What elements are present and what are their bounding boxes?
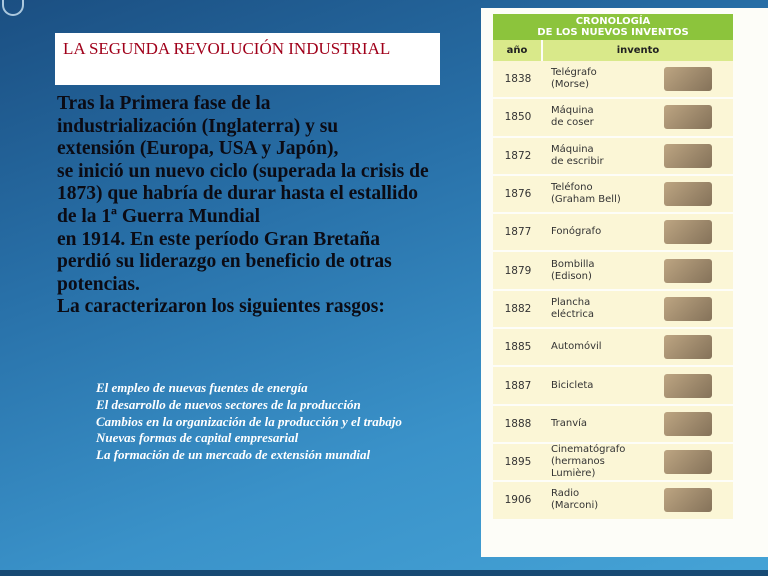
invention-name: Radio — [551, 488, 580, 500]
body-line: Tras la Primera fase de la — [57, 93, 271, 114]
invention-detail: (Marconi) — [551, 500, 599, 512]
bullet-item: El empleo de nuevas fuentes de energía — [96, 380, 308, 395]
table-row — [493, 406, 733, 444]
radio-icon — [664, 488, 712, 512]
invention-detail: (Edison) — [551, 270, 592, 282]
inventions-table — [481, 8, 768, 557]
col-invention: invento — [616, 45, 660, 56]
invention-name: Fonógrafo — [551, 226, 602, 238]
row-invention — [543, 380, 643, 392]
row-year: 1850 — [504, 111, 532, 124]
invention-name: Automóvil — [551, 341, 602, 353]
phonograph-icon — [664, 220, 712, 244]
invention-name: Plancha — [551, 296, 591, 308]
row-invention — [543, 259, 643, 283]
table-title — [493, 14, 733, 40]
row-year: 1838 — [504, 73, 532, 86]
bottom-bar — [0, 570, 768, 576]
invention-detail: de escribir — [551, 155, 604, 167]
invention-detail: (Morse) — [551, 79, 590, 91]
invention-name: Telégrafo — [551, 67, 597, 79]
row-year: 1885 — [504, 341, 532, 354]
body-line: La caracterizaron los siguientes rasgos: — [57, 296, 385, 318]
bullet-item: La formación de un mercado de extensión mundial — [96, 447, 371, 463]
bullet-item: Cambios en la organización de la producción y el trabajo — [96, 413, 402, 429]
bullet-item: El desarrollo de nuevos sectores de la producción — [96, 396, 361, 412]
body-line: de la 1ª Guerra Mundial — [57, 205, 261, 227]
logo-icon — [2, 0, 24, 16]
table-header — [493, 40, 733, 61]
invention-name: Máquina — [551, 143, 594, 155]
typewriter-icon — [664, 144, 712, 168]
invention-name: Cinematógrafo — [551, 444, 626, 456]
table-row — [493, 329, 733, 367]
invention-detail: (hermanos Lumière) — [551, 456, 605, 480]
invention-name: Bicicleta — [551, 379, 594, 391]
table-row — [493, 61, 733, 99]
row-invention — [543, 341, 643, 353]
col-year: año — [493, 40, 543, 61]
row-invention — [543, 444, 643, 480]
invention-name: Tranvía — [551, 417, 588, 429]
slide-title: LA SEGUNDA REVOLUCIÓN INDUSTRIAL — [55, 33, 440, 85]
telephone-icon — [664, 182, 712, 206]
body-line: se inició un nuevo ciclo (superada la crisis de — [57, 160, 429, 182]
row-invention — [543, 226, 643, 238]
invention-name: Teléfono — [551, 182, 593, 194]
slide-body — [57, 93, 477, 319]
row-invention — [543, 297, 643, 321]
table-row — [493, 367, 733, 405]
light-bulb-icon — [664, 259, 712, 283]
table-row — [493, 252, 733, 290]
row-invention — [543, 418, 643, 430]
table-row — [493, 138, 733, 176]
row-invention — [543, 144, 643, 168]
sewing-machine-icon — [664, 105, 712, 129]
table-row — [493, 214, 733, 252]
row-year: 1888 — [504, 417, 532, 430]
iron-icon — [664, 297, 712, 321]
table-title-line: DE LOS NUEVOS INVENTOS — [537, 27, 689, 38]
body-line: perdió su liderazgo en beneficio de otras — [57, 251, 392, 273]
row-year: 1882 — [504, 302, 532, 315]
table-row — [493, 99, 733, 137]
bullet-list — [96, 381, 416, 465]
table-row — [493, 482, 733, 520]
table-row — [493, 444, 733, 482]
row-year: 1872 — [504, 149, 532, 162]
car-icon — [664, 335, 712, 359]
invention-detail: eléctrica — [551, 308, 595, 320]
body-line: potencias. — [57, 273, 140, 295]
body-line: 1873) que habría de durar hasta el estallido — [57, 183, 418, 205]
row-year: 1895 — [504, 456, 532, 469]
body-line: en 1914. En este período Gran Bretaña — [57, 228, 381, 250]
invention-detail: de coser — [551, 117, 594, 129]
table-row — [493, 291, 733, 329]
row-year: 1876 — [504, 188, 532, 201]
row-year: 1877 — [504, 226, 532, 239]
row-invention — [543, 105, 643, 129]
table-row — [493, 176, 733, 214]
bullet-item: Nuevas formas de capital empresarial — [96, 430, 299, 446]
body-line: extensión (Europa, USA y Japón), — [57, 138, 339, 160]
row-invention — [543, 182, 643, 206]
row-invention — [543, 67, 643, 91]
invention-detail: (Graham Bell) — [551, 194, 621, 206]
bicycle-icon — [664, 374, 712, 398]
row-year: 1887 — [504, 379, 532, 392]
row-invention — [543, 488, 643, 512]
row-year: 1906 — [504, 494, 532, 507]
invention-name: Máquina — [551, 105, 594, 117]
cinematograph-icon — [664, 450, 712, 474]
row-year: 1879 — [504, 264, 532, 277]
telegraph-icon — [664, 67, 712, 91]
table-title-line: CRONOLOGÍA — [575, 16, 651, 27]
body-line: industrialización (Inglaterra) y su — [57, 115, 339, 137]
invention-name: Bombilla — [551, 258, 595, 270]
tram-icon — [664, 412, 712, 436]
